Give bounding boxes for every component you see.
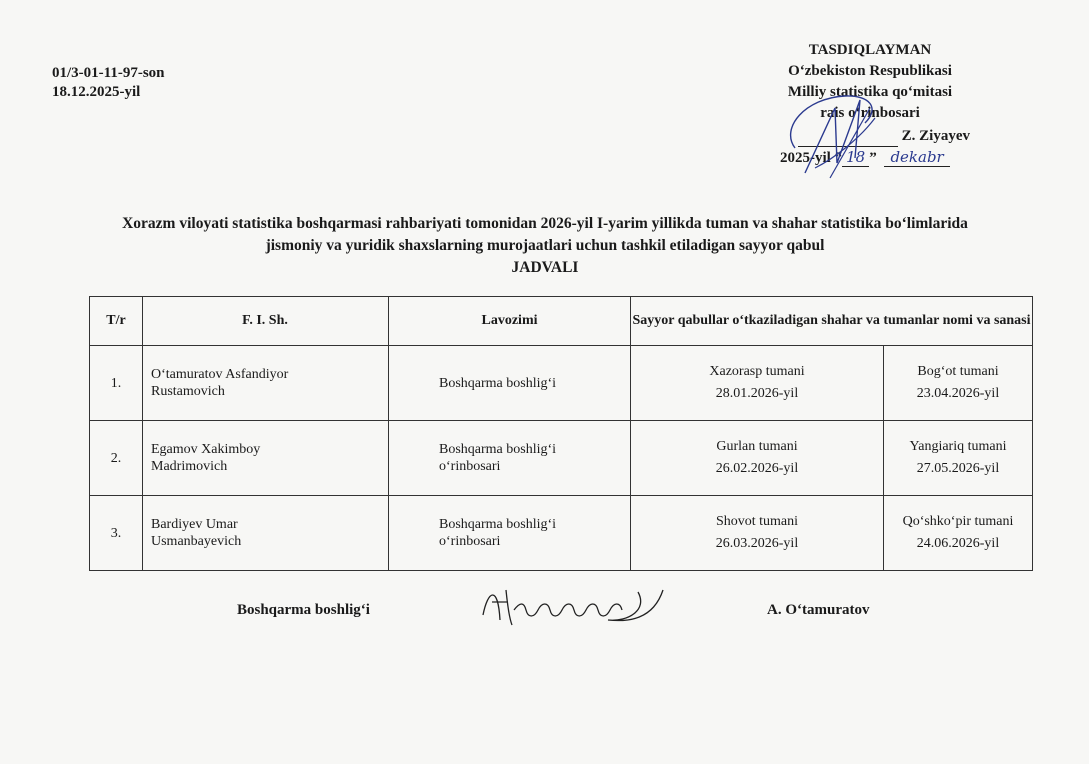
reference-number: 01/3-01-11-97-son — [52, 65, 165, 81]
row-num: 3. — [90, 496, 143, 571]
approval-day: 18 — [842, 148, 869, 167]
row-place-2 — [884, 496, 1033, 571]
row-place-2 — [884, 346, 1033, 421]
title-line-2: jismoniy va yuridik shaxslarning murojaatlari uchun tashkil etiladigan sayyor qabul — [265, 237, 825, 254]
title-line-3: JADVALI — [511, 259, 579, 276]
approval-block — [770, 40, 970, 169]
name-line-2: Usmanbayevich — [151, 534, 242, 549]
approval-month: dekabr — [884, 148, 949, 167]
name-line-2: Madrimovich — [151, 459, 228, 474]
row-place-1 — [631, 346, 884, 421]
header-name: F. I. Sh. — [143, 297, 389, 346]
place-date: 23.04.2026-yil — [916, 386, 1000, 401]
approval-signatory: Z. Ziyayev — [901, 128, 970, 144]
reference-block — [52, 64, 165, 102]
row-place-1 — [631, 496, 884, 571]
approval-date — [770, 147, 970, 169]
row-place-1 — [631, 421, 884, 496]
table-header-row — [90, 297, 1033, 346]
row-position — [389, 496, 631, 571]
approval-heading: TASDIQLAYMAN — [808, 42, 932, 58]
header-num: T/r — [90, 297, 143, 346]
quote-open: “ — [834, 150, 843, 166]
schedule-table — [89, 296, 1033, 571]
place-date: 26.03.2026-yil — [715, 536, 799, 551]
position-line-1: Boshqarma boshlig‘i — [439, 375, 557, 391]
position-line-2: o‘rinbosari — [439, 534, 501, 549]
signature-line — [798, 128, 898, 147]
row-num: 1. — [90, 346, 143, 421]
place-name: Bog‘ot tumani — [917, 364, 999, 379]
footer-position: Boshqarma boshlig‘i — [237, 602, 370, 618]
header-position: Lavozimi — [389, 297, 631, 346]
position-line-1: Boshqarma boshlig‘i — [439, 517, 557, 532]
table-row — [90, 346, 1033, 421]
place-name: Gurlan tumani — [716, 439, 798, 454]
place-name: Shovot tumani — [715, 514, 799, 529]
position-line-2: o‘rinbosari — [439, 459, 501, 474]
name-line-1: Bardiyev Umar — [151, 517, 238, 532]
table-row — [90, 496, 1033, 571]
place-date: 24.06.2026-yil — [916, 536, 1000, 551]
place-date: 26.02.2026-yil — [715, 461, 799, 476]
row-position — [389, 421, 631, 496]
row-name — [143, 346, 389, 421]
place-date: 27.05.2026-yil — [916, 461, 1000, 476]
approval-line-3: rais o‘rinbosari — [820, 105, 920, 121]
footer-signature-icon — [478, 580, 668, 630]
place-name: Xazorasp tumani — [709, 364, 805, 379]
approval-line-2: Milliy statistika qo‘mitasi — [787, 84, 953, 100]
row-name — [143, 421, 389, 496]
place-name: Yangiariq tumani — [909, 439, 1007, 454]
position-line-1: Boshqarma boshlig‘i — [439, 442, 557, 457]
header-places: Sayyor qabullar o‘tkaziladigan shahar va tumanlar nomi va sanasi — [631, 297, 1033, 346]
place-name: Qo‘shko‘pir tumani — [902, 514, 1014, 529]
place-date: 28.01.2026-yil — [715, 386, 799, 401]
title-line-1: Xorazm viloyati statistika boshqarmasi rahbariyati tomonidan 2026-yil I-yarim yillikda tuman va shahar statistika bo‘limlarida — [122, 215, 968, 232]
reference-date: 18.12.2025-yil — [52, 84, 141, 100]
approval-signature-row — [770, 126, 970, 147]
document-title — [60, 213, 1030, 279]
row-position — [389, 346, 631, 421]
footer-signatory: A. O‘tamuratov — [767, 602, 870, 618]
row-place-2 — [884, 421, 1033, 496]
name-line-1: O‘tamuratov Asfandiyor — [151, 367, 289, 382]
approval-year: 2025-yil — [780, 150, 831, 166]
table-row — [90, 421, 1033, 496]
quote-close: ” — [869, 150, 877, 166]
name-line-1: Egamov Xakimboy — [151, 442, 261, 457]
row-num: 2. — [90, 421, 143, 496]
approval-line-1: O‘zbekiston Respublikasi — [788, 63, 952, 79]
row-name — [143, 496, 389, 571]
name-line-2: Rustamovich — [151, 384, 225, 399]
